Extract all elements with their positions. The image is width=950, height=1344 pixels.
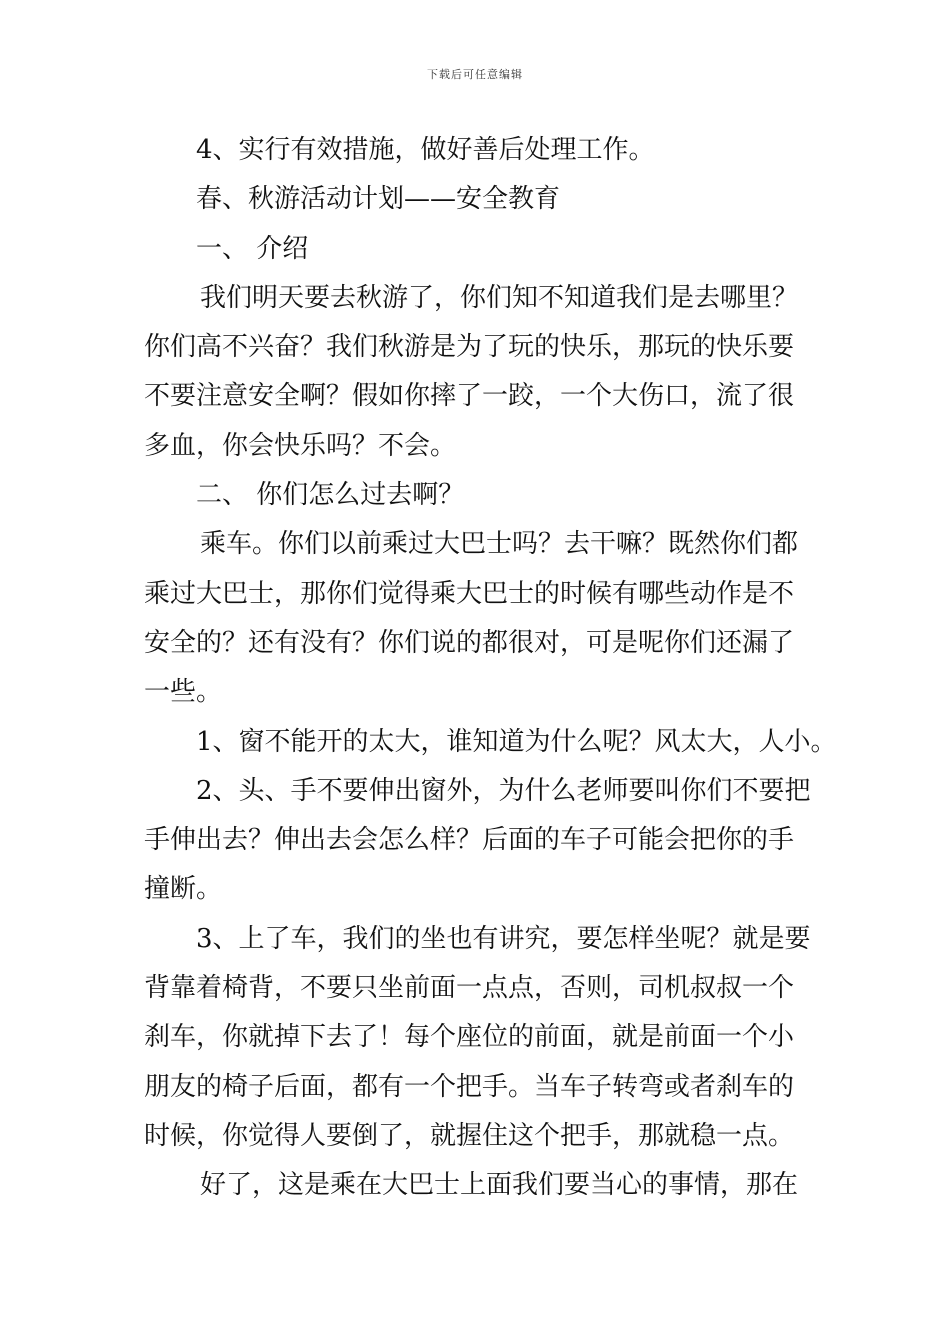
- text-line: 不要注意安全啊？假如你摔了一跤，一个大伤口，流了很: [144, 381, 795, 412]
- text-line: 背靠着椅背，不要只坐前面一点点，否则，司机叔叔一个: [144, 973, 795, 1004]
- text-line: 时候，你觉得人要倒了，就握住这个把手，那就稳一点。: [144, 1120, 795, 1151]
- text-line: 朋友的椅子后面，都有一个把手。当车子转弯或者刹车的: [144, 1071, 795, 1102]
- text-line: 乘过大巴士，那你们觉得乘大巴士的时候有哪些动作是不: [144, 578, 795, 609]
- text-line: 撞断。: [144, 874, 223, 905]
- text-line: 一、 介绍: [196, 233, 309, 264]
- text-line: 刹车，你就掉下去了！每个座位的前面，就是前面一个小: [144, 1022, 795, 1053]
- text-line: 我们明天要去秋游了，你们知不知道我们是去哪里？: [200, 282, 799, 313]
- text-line: 一些。: [144, 677, 223, 708]
- text-line: 1、窗不能开的太大，谁知道为什么呢？风太大，人小。: [196, 726, 837, 757]
- text-line: 乘车。你们以前乘过大巴士吗？去干嘛？既然你们都: [200, 529, 799, 560]
- text-line: 手伸出去？伸出去会怎么样？后面的车子可能会把你的手: [144, 825, 795, 856]
- text-line: 好了，这是乘在大巴士上面我们要当心的事情，那在: [200, 1170, 799, 1201]
- document-body: [144, 126, 837, 1211]
- page-header: 下载后可任意编辑: [427, 68, 523, 81]
- text-line: 春、秋游活动计划——安全教育: [196, 184, 561, 215]
- text-line: 2、头、手不要伸出窗外，为什么老师要叫你们不要把: [196, 775, 811, 806]
- text-line: 你们高不兴奋？我们秋游是为了玩的快乐，那玩的快乐要: [144, 332, 795, 363]
- text-line: 安全的？还有没有？你们说的都很对，可是呢你们还漏了: [144, 627, 795, 658]
- text-line: 多血，你会快乐吗？不会。: [144, 430, 457, 461]
- text-line: 3、上了车，我们的坐也有讲究，要怎样坐呢？就是要: [196, 923, 811, 954]
- text-line: 二、 你们怎么过去啊？: [196, 480, 465, 511]
- text-line: 4、实行有效措施，做好善后处理工作。: [196, 135, 655, 165]
